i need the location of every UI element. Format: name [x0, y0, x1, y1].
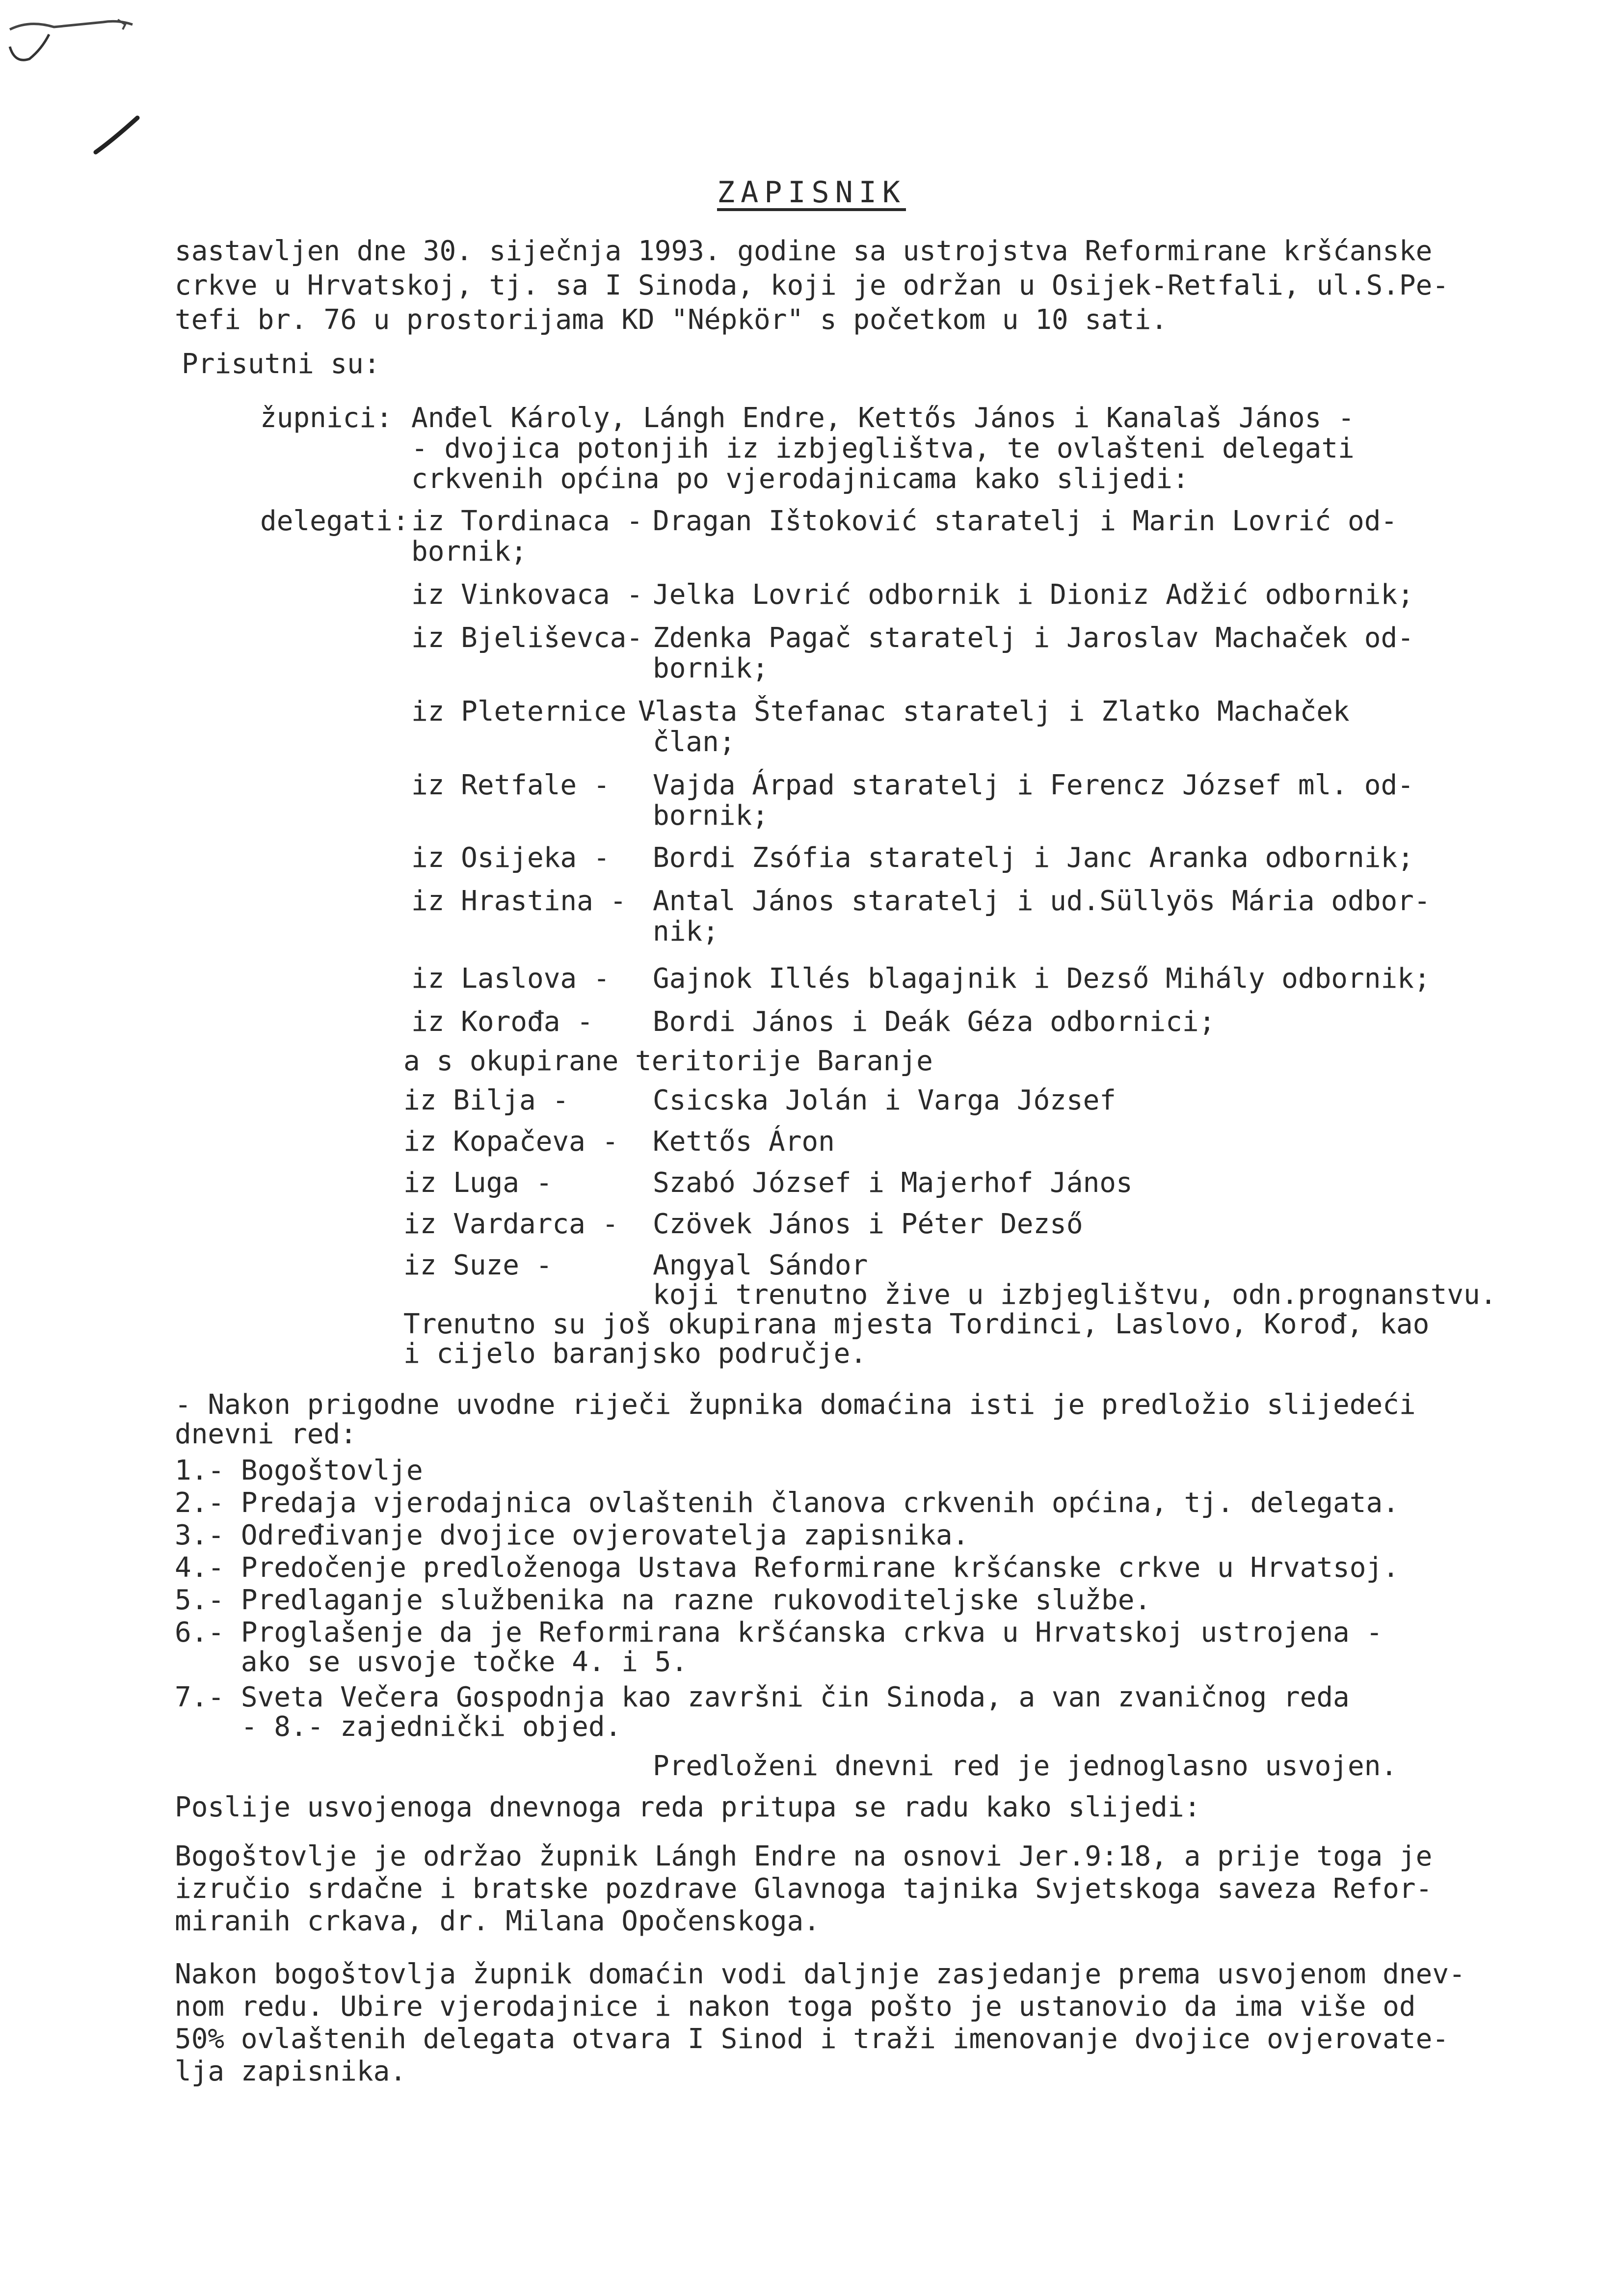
delegate-names: Dragan Ištoković staratelj i Marin Lovrić od-: [653, 505, 1398, 537]
delegate-place: iz Hrastina -: [411, 885, 627, 917]
agenda-intro: - Nakon prigodne uvodne riječi župnika domaćina isti je predložio slijedeći: [175, 1389, 1416, 1421]
delegate-place: iz Korođa -: [411, 1006, 593, 1038]
delegate-names: Jelka Lovrić odbornik i Dioniz Adžić odbornik;: [653, 579, 1414, 611]
occupied-place: iz Kopačeva -: [403, 1126, 619, 1158]
agenda-item: 7.- Sveta Večera Gospodnja kao završni čin Sinoda, a van zvaničnog reda: [175, 1681, 1350, 1713]
exile-note: koji trenutno žive u izbjeglištvu, odn.prognanstvu.: [653, 1279, 1497, 1311]
occupied-note: i cijelo baranjsko područje.: [403, 1338, 867, 1370]
agenda-intro: dnevni red:: [175, 1418, 357, 1450]
handwritten-signature: [0, 0, 147, 79]
delegate-place: iz Vinkovaca -: [411, 579, 660, 611]
occupied-names: Angyal Sándor: [653, 1249, 868, 1281]
delegate-names: Gajnok Illés blagajnik i Dezső Mihály odbornik;: [653, 963, 1431, 995]
pastors-line: Anđel Károly, Lángh Endre, Kettős János i Kanalaš János -: [411, 402, 1355, 434]
agenda-adopted: Predloženi dnevni red je jednoglasno usvojen.: [653, 1750, 1398, 1782]
agenda-item: - 8.- zajednički objed.: [175, 1711, 622, 1743]
delegate-place: iz Laslova -: [411, 963, 610, 995]
occupied-place: iz Suze -: [403, 1249, 553, 1281]
paragraph-line: izručio srdačne i bratske pozdrave Glavnoga tajnika Svjetskoga saveza Refor-: [175, 1873, 1433, 1905]
delegates-label: delegati:: [260, 505, 409, 537]
occupied-heading: a s okupirane teritorije Baranje: [403, 1045, 933, 1077]
agenda-item: 1.- Bogoštovlje: [175, 1455, 423, 1486]
delegate-place: iz Bjeliševca-: [411, 622, 643, 654]
handwritten-tick-mark: [88, 113, 147, 157]
document-title: ZAPISNIK: [717, 175, 906, 210]
delegate-place: iz Tordinaca -: [411, 505, 660, 537]
paragraph-line: miranih crkava, dr. Milana Opočenskoga.: [175, 1905, 820, 1937]
paragraph-line: nom redu. Ubire vjerodajnice i nakon toga pošto je ustanovio da ima više od: [175, 1991, 1416, 2023]
delegate-cont: bornik;: [411, 536, 528, 567]
paragraph-line: Bogoštovlje je održao župnik Lángh Endre na osnovi Jer.9:18, a prije toga je: [175, 1840, 1433, 1872]
occupied-place: iz Luga -: [403, 1167, 553, 1199]
agenda-item: 5.- Predlaganje službenika na razne rukovoditeljske službe.: [175, 1584, 1151, 1616]
occupied-note: Trenutno su još okupirana mjesta Tordinci, Laslovo, Korođ, kao: [403, 1308, 1430, 1340]
intro-line: crkve u Hrvatskoj, tj. sa I Sinoda, koji je održan u Osijek-Retfali, ul.S.Pe-: [175, 270, 1449, 301]
present-heading: Prisutni su:: [182, 348, 380, 380]
agenda-item: ako se usvoje točke 4. i 5.: [175, 1646, 688, 1678]
intro-line: sastavljen dne 30. siječnja 1993. godine sa ustrojstva Reformirane kršćanske: [175, 235, 1433, 267]
delegate-cont: bornik;: [653, 800, 769, 832]
occupied-names: Czövek János i Péter Dezső: [653, 1208, 1083, 1240]
delegate-place: iz Pleternice -: [411, 696, 676, 728]
delegate-cont: član;: [653, 726, 736, 758]
delegate-names: Antal János staratelj i ud.Süllyös Mária odbor-: [653, 885, 1431, 917]
pastors-line: crkvenih općina po vjerodajnicama kako slijedi:: [411, 463, 1189, 495]
delegate-cont: nik;: [653, 916, 719, 947]
delegate-names: Vlasta Štefanac staratelj i Zlatko Machaček: [638, 696, 1350, 728]
delegate-cont: bornik;: [653, 652, 769, 684]
occupied-place: iz Bilja -: [403, 1084, 569, 1116]
delegate-names: Zdenka Pagač staratelj i Jaroslav Machaček od-: [653, 622, 1414, 654]
agenda-item: 6.- Proglašenje da je Reformirana kršćanska crkva u Hrvatskoj ustrojena -: [175, 1617, 1383, 1648]
delegate-names: Vajda Árpad staratelj i Ferencz József ml. od-: [653, 769, 1414, 801]
agenda-item: 4.- Predočenje predloženoga Ustava Reformirane kršćanske crkve u Hrvatsoj.: [175, 1552, 1399, 1584]
delegate-names: Bordi Zsófia staratelj i Janc Aranka odbornik;: [653, 842, 1414, 874]
agenda-item: 3.- Određivanje dvojice ovjerovatelja zapisnika.: [175, 1519, 969, 1551]
paragraph-line: Nakon bogoštovlja župnik domaćin vodi daljnje zasjedanje prema usvojenom dnev-: [175, 1958, 1465, 1990]
delegate-names: Bordi János i Deák Géza odbornici;: [653, 1006, 1216, 1038]
agenda-item: 2.- Predaja vjerodajnica ovlaštenih članova crkvenih općina, tj. delegata.: [175, 1487, 1399, 1519]
occupied-names: Kettős Áron: [653, 1126, 835, 1158]
delegate-place: iz Retfale -: [411, 769, 610, 801]
occupied-names: Szabó József i Majerhof János: [653, 1167, 1133, 1199]
pastors-label: župnici:: [260, 402, 393, 434]
paragraph-line: 50% ovlaštenih delegata otvara I Sinod i traži imenovanje dvojice ovjerovate-: [175, 2023, 1449, 2055]
paragraph: Poslije usvojenoga dnevnoga reda pritupa se radu kako slijedi:: [175, 1791, 1201, 1823]
pastors-line: - dvojica potonjih iz izbjeglištva, te ovlašteni delegati: [411, 432, 1355, 464]
delegate-place: iz Osijeka -: [411, 842, 610, 874]
occupied-names: Csicska Jolán i Varga József: [653, 1084, 1117, 1116]
occupied-place: iz Vardarca -: [403, 1208, 619, 1240]
paragraph-line: lja zapisnika.: [175, 2055, 407, 2087]
intro-line: tefi br. 76 u prostorijama KD "Népkör" s početkom u 10 sati.: [175, 304, 1168, 336]
